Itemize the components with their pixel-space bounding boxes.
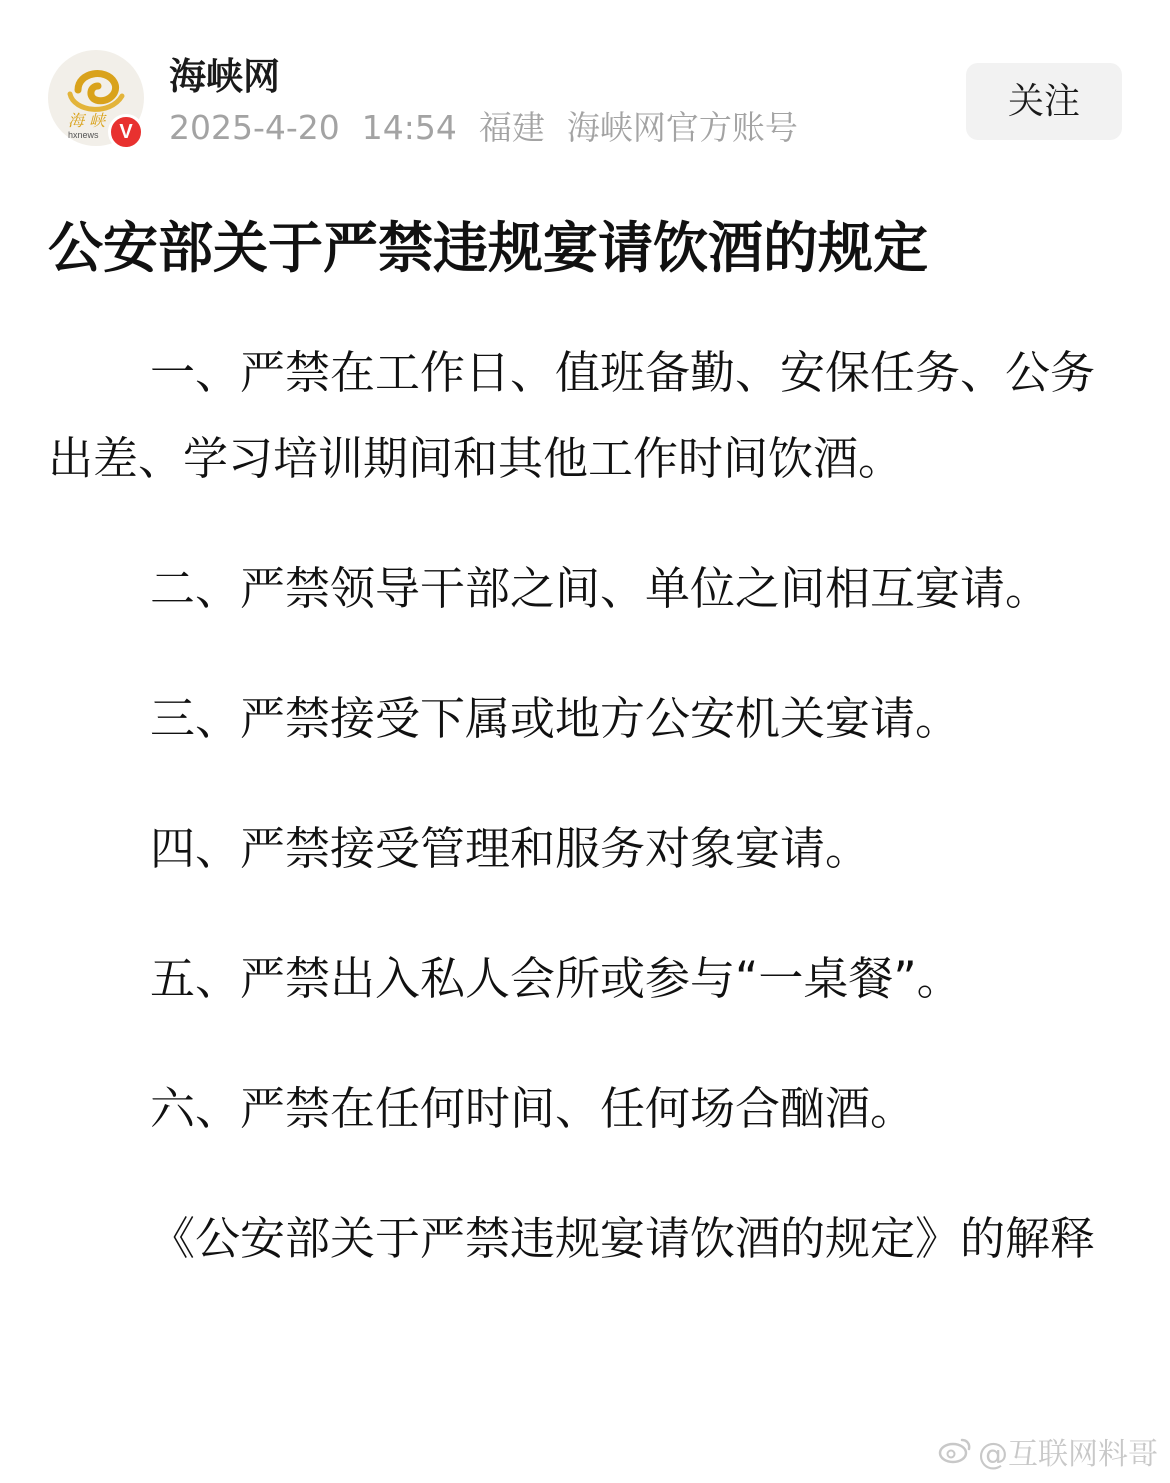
article-paragraph: 三、严禁接受下属或地方公安机关宴请。 [150,692,961,745]
svg-text:海 峡: 海 峡 [68,111,106,130]
watermark-text: @互联网料哥 [978,1436,1158,1472]
article-body [48,330,1118,1326]
post-header [48,48,1122,148]
post-location: 福建 [478,108,545,147]
post-date: 2025-4-20 [169,108,340,147]
svg-text:hxnews: hxnews [68,130,99,140]
account-type: 海峡网官方账号 [566,108,798,147]
post-time: 14:54 [361,108,457,147]
article-title: 公安部关于严禁违规宴请饮酒的规定 [48,216,929,280]
watermark [938,1435,1158,1476]
follow-button[interactable]: 关注 [966,63,1122,140]
post-meta [169,106,820,150]
article-paragraph: 五、严禁出入私人会所或参与“一桌餐”。 [150,952,962,1005]
article-paragraph: 六、严禁在任何时间、任何场合酗酒。 [150,1082,916,1135]
account-avatar[interactable] [48,50,144,146]
article-paragraph: 一、严禁在工作日、值班备勤、安保任务、公务出差、学习培训期间和其他工作时间饮酒。 [48,346,1096,485]
article-paragraph: 《公安部关于严禁违规宴请饮酒的规定》的解释 [150,1212,1096,1265]
weibo-icon [938,1435,972,1475]
verified-badge: V [108,114,144,150]
account-name[interactable]: 海峡网 [169,55,280,98]
article-paragraph: 二、严禁领导干部之间、单位之间相互宴请。 [150,562,1051,615]
article-paragraph: 四、严禁接受管理和服务对象宴请。 [150,822,871,875]
